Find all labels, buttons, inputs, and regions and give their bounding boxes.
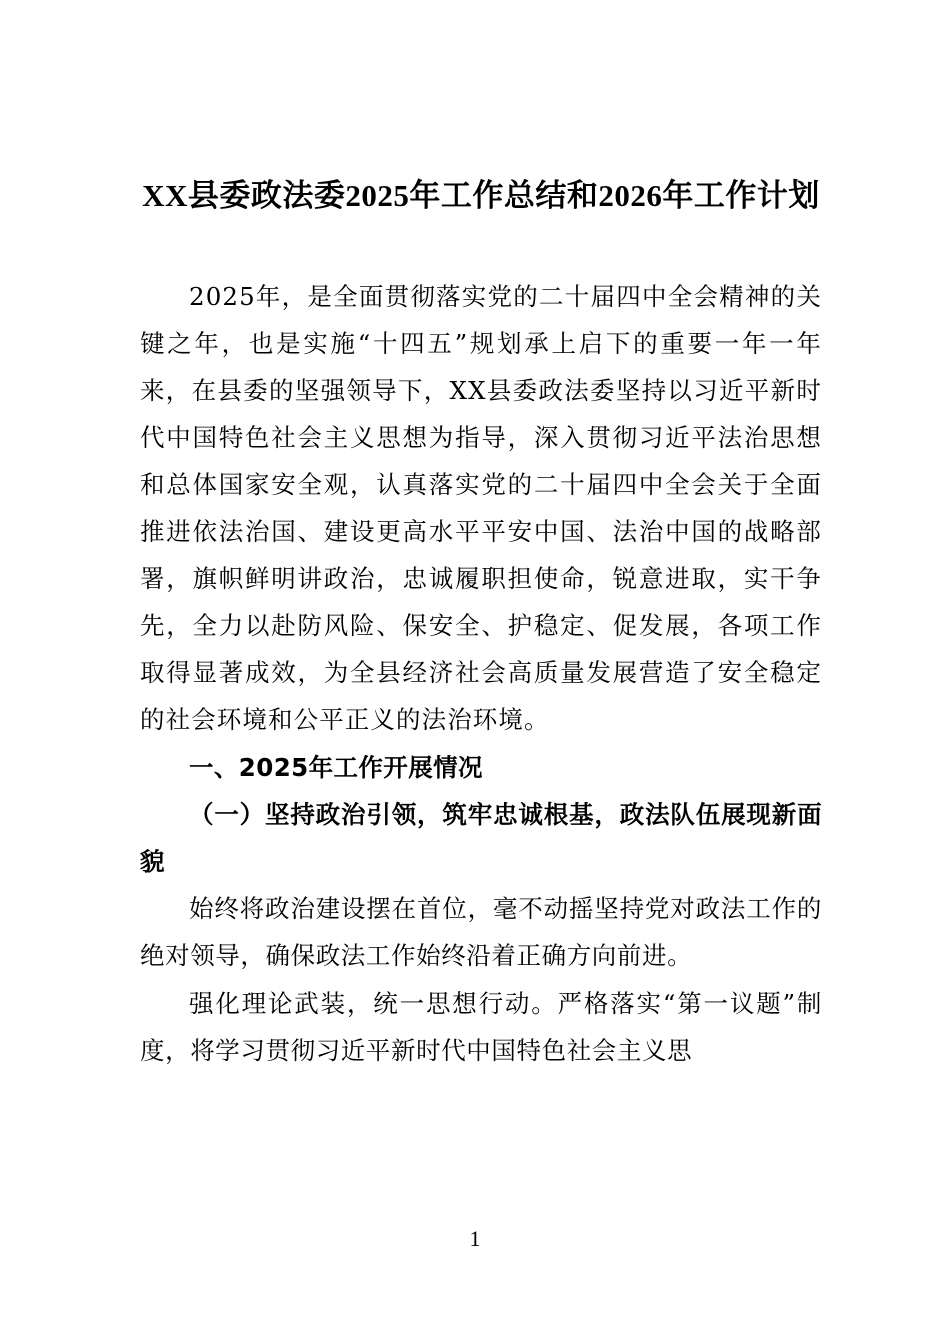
intro-paragraph: 2025年，是全面贯彻落实党的二十届四中全会精神的关键之年，也是实施“十四五”规划承上启下的重要一年一年来，在县委的坚强领导下，XX县委政法委坚持以习近平新时代中国特色社会主义思想为指导，深入贯彻习近平法治思想和总体国家安全观，认真落实党的二十届四中全会关于全面推进依法治国、建设更高水平平安中国、法治中国的战略部署，旗帜鲜明讲政治，忠诚履职担使命，锐意进取，实干争先，全力以赴防风险、保安全、护稳定、促发展，各项工作取得显著成效，为全县经济社会高质量发展营造了安全稳定的社会环境和公平正义的法治环境。 [140,282,822,735]
section-heading: 一、2025年工作开展情况 [189,753,483,783]
page-title: XX县委政法委2025年工作总结和2026年工作计划 [142,178,820,213]
page-number: 1 [469,1226,481,1251]
body-paragraph-2: 强化理论武装，统一思想行动。严格落实“第一议题”制度，将学习贯彻习近平新时代中国特色社会主义思 [140,989,822,1066]
body-paragraph-1: 始终将政治建设摆在首位，毫不动摇坚持党对政法工作的绝对领导，确保政法工作始终沿着正确方向前进。 [140,894,822,971]
subsection-heading: （一）坚持政治引领，筑牢忠诚根基，政法队伍展现新面貌 [140,800,822,877]
